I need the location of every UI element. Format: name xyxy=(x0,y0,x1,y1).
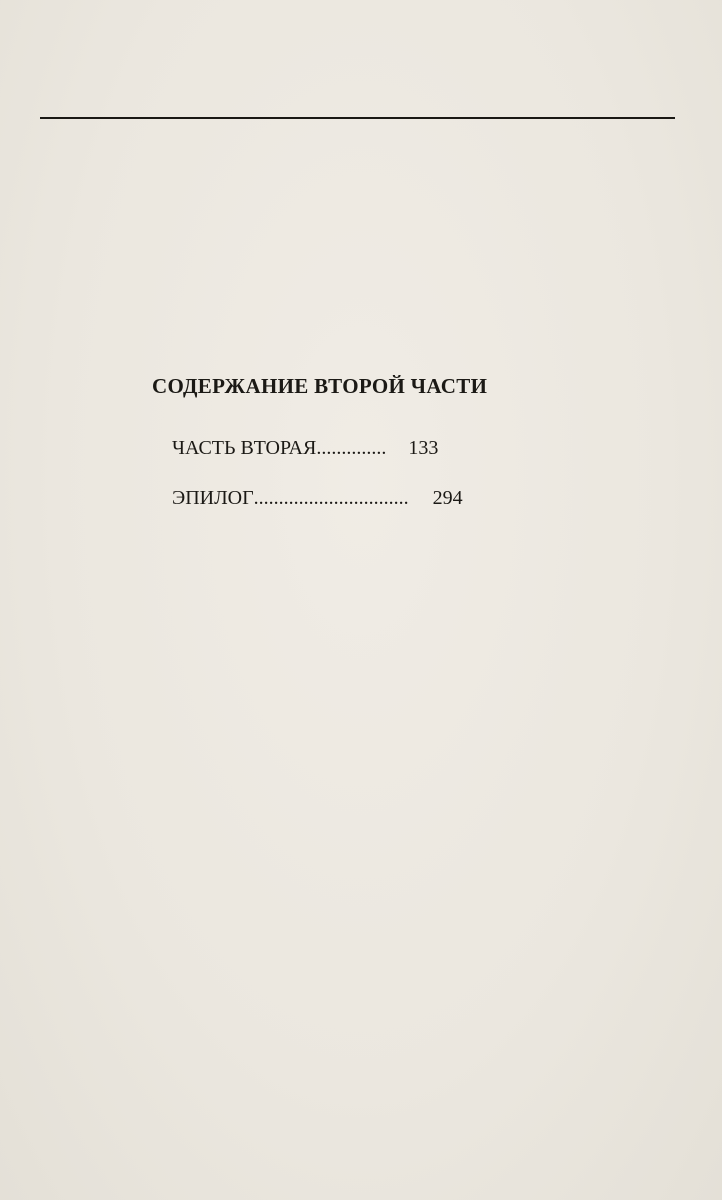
header-rule xyxy=(40,117,675,119)
toc-entry xyxy=(172,437,438,460)
toc-entry-leader: ............................... xyxy=(253,487,409,509)
toc-entry-label: ЧАСТЬ ВТОРАЯ xyxy=(172,437,317,459)
toc-entry-page-number: 133 xyxy=(408,437,439,459)
toc-entry-page-number: 294 xyxy=(432,487,463,509)
toc-entry xyxy=(172,487,463,510)
toc-entry-label: ЭПИЛОГ xyxy=(172,487,254,509)
contents-title: СОДЕРЖАНИЕ ВТОРОЙ ЧАСТИ xyxy=(152,374,488,398)
toc-entry-leader: .............. xyxy=(316,437,387,459)
